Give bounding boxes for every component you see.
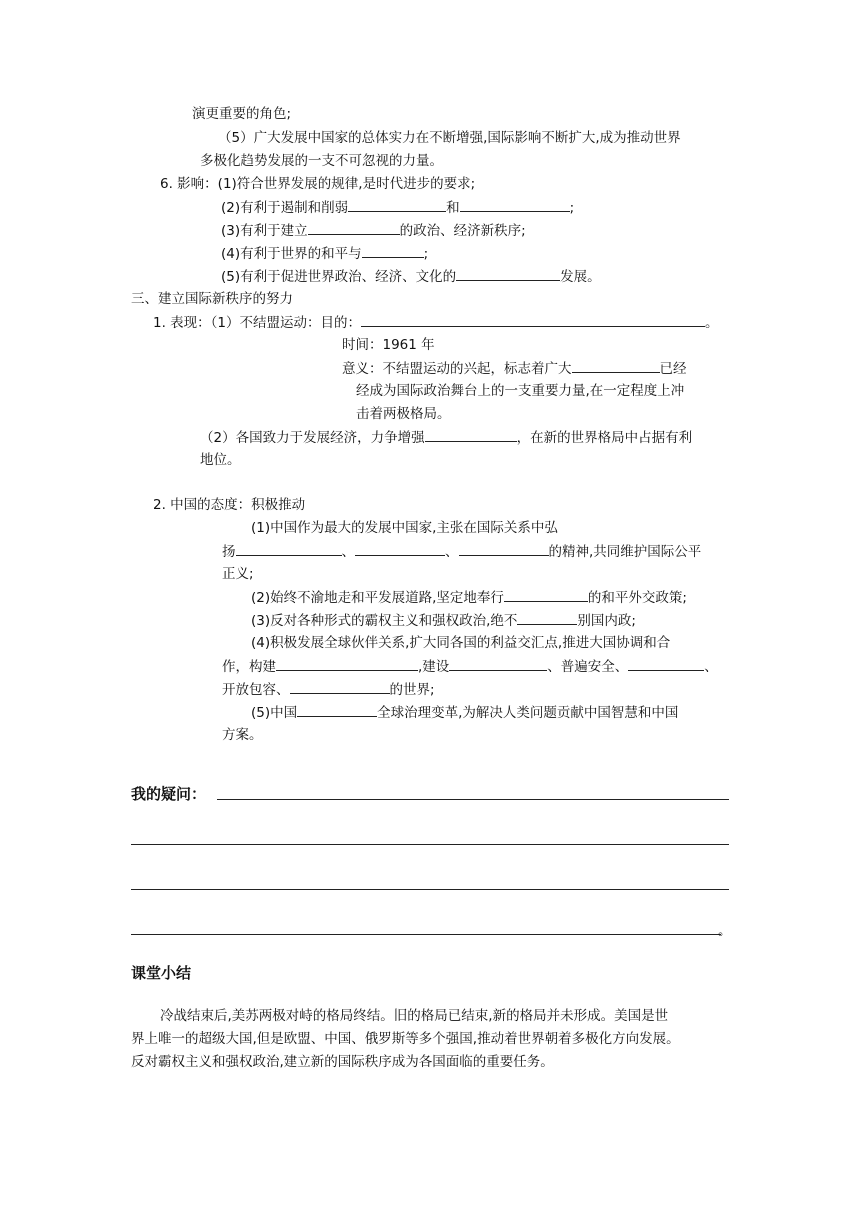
text-line: 冷战结束后,美苏两极对峙的格局终结。旧的格局已结束,新的格局并未形成。美国是世 bbox=[160, 1008, 669, 1024]
text-line: 击着两极格局。 bbox=[356, 406, 451, 422]
text-line: （2）各国致力于发展经济，力争增强 ，在新的世界格局中占据有利 bbox=[200, 426, 692, 449]
fill-blank[interactable] bbox=[361, 311, 705, 327]
fill-blank[interactable] bbox=[425, 426, 517, 442]
fill-blank[interactable] bbox=[456, 265, 560, 281]
text-line: (4)积极发展全球伙伴关系,扩大同各国的利益交汇点,推进大国协调和合 bbox=[251, 635, 671, 651]
fill-blank[interactable] bbox=[459, 540, 549, 556]
fill-blank[interactable] bbox=[308, 219, 400, 235]
answer-line[interactable] bbox=[131, 889, 729, 890]
text-line: 扬 、 、 的精神,共同维护国际公平 bbox=[222, 540, 701, 563]
text-line: 1. 表现：（1）不结盟运动：目的： 。 bbox=[153, 311, 719, 334]
text-line: 意义：不结盟运动的兴起，标志着广大 已经 bbox=[342, 357, 687, 380]
text-line: 开放包容、 的世界; bbox=[222, 678, 435, 701]
text-line: (5)有利于促进世界政治、经济、文化的 发展。 bbox=[221, 265, 601, 288]
text-line: (1)中国作为最大的发展中国家,主张在国际关系中弘 bbox=[251, 520, 558, 536]
text-line: 正义; bbox=[222, 566, 254, 582]
answer-line[interactable] bbox=[131, 844, 729, 845]
text-line: 经成为国际政治舞台上的一支重要力量,在一定程度上冲 bbox=[356, 383, 685, 399]
subsection-heading: 2. 中国的态度：积极推动 bbox=[153, 497, 306, 513]
fill-blank[interactable] bbox=[276, 655, 418, 671]
text-line: (4)有利于世界的和平与 ; bbox=[221, 242, 428, 265]
summary-heading: 课堂小结 bbox=[131, 964, 192, 982]
fill-blank[interactable] bbox=[297, 701, 377, 717]
text-line: 反对霸权主义和强权政治,建立新的国际秩序成为各国面临的重要任务。 bbox=[131, 1054, 554, 1070]
text-line: 时间：1961 年 bbox=[342, 337, 435, 353]
fill-blank[interactable] bbox=[362, 242, 424, 258]
text-line: 方案。 bbox=[222, 727, 263, 743]
text-line: 演更重要的角色; bbox=[192, 106, 292, 122]
fill-blank[interactable] bbox=[449, 655, 547, 671]
text-line: (3)反对各种形式的霸权主义和强权政治,绝不 别国内政; bbox=[251, 609, 636, 632]
answer-line[interactable] bbox=[217, 799, 729, 800]
text-line: (3)有利于建立 的政治、经济新秩序; bbox=[221, 219, 526, 242]
fill-blank[interactable] bbox=[628, 655, 704, 671]
fill-blank[interactable] bbox=[460, 196, 570, 212]
period-mark: 。 bbox=[718, 923, 732, 939]
text-line: (5)中国 全球治理变革,为解决人类问题贡献中国智慧和中国 bbox=[251, 701, 678, 724]
text-line: （5）广大发展中国家的总体实力在不断增强,国际影响不断扩大,成为推动世界 bbox=[218, 130, 681, 146]
influence-heading: 6. 影响：(1)符合世界发展的规律,是时代进步的要求; bbox=[160, 176, 476, 192]
fill-blank[interactable] bbox=[355, 540, 445, 556]
text-line: 多极化趋势发展的一支不可忽视的力量。 bbox=[200, 153, 443, 169]
fill-blank[interactable] bbox=[348, 196, 446, 212]
answer-line[interactable] bbox=[131, 934, 721, 935]
fill-blank[interactable] bbox=[517, 609, 577, 625]
fill-blank[interactable] bbox=[236, 540, 342, 556]
fill-blank[interactable] bbox=[572, 357, 660, 373]
fill-blank[interactable] bbox=[504, 586, 588, 602]
text-line: 界上唯一的超级大国,但是欧盟、中国、俄罗斯等多个强国,推动着世界朝着多极化方向发展。 bbox=[131, 1031, 680, 1047]
text-line: (2)有利于遏制和削弱 和 ; bbox=[221, 196, 574, 219]
section-heading: 三、建立国际新秩序的努力 bbox=[131, 291, 293, 307]
text-line: 作，构建 ,建设 、普遍安全、 、 bbox=[222, 655, 718, 678]
text-line: 地位。 bbox=[200, 452, 241, 468]
text-line: (2)始终不渝地走和平发展道路,坚定地奉行 的和平外交政策; bbox=[251, 586, 687, 609]
questions-label: 我的疑问： bbox=[131, 785, 207, 803]
fill-blank[interactable] bbox=[290, 678, 390, 694]
